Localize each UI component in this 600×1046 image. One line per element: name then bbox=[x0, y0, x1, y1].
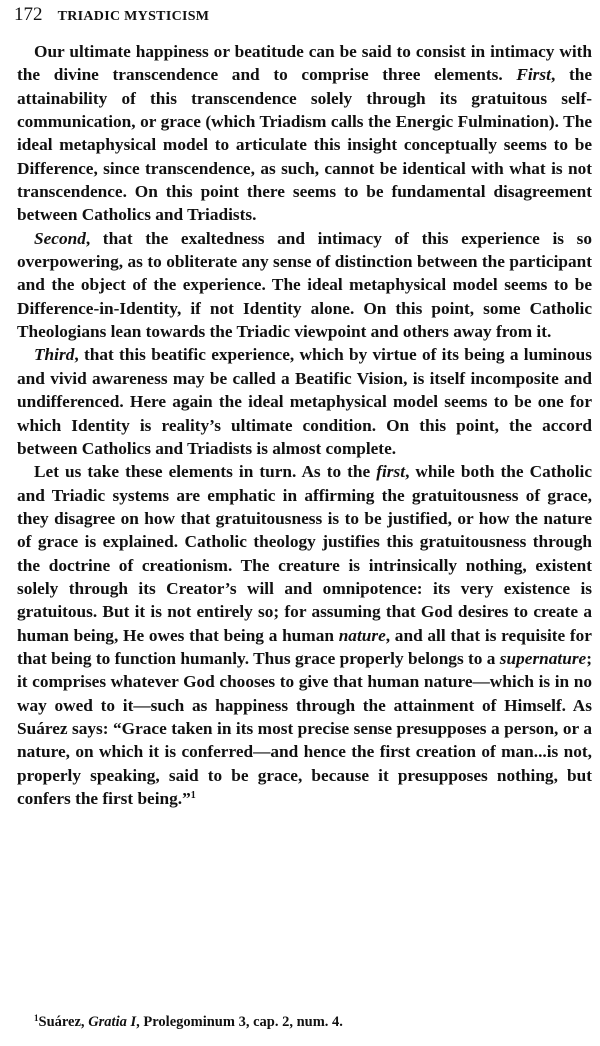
text-run: Our ultimate happiness or beatitude can be said to consist in intimacy with the divine transcendence and to comprise three elements. bbox=[17, 42, 592, 85]
italic-first: first bbox=[376, 462, 406, 482]
text-run: ; it comprises whatever God chooses to give that human nature—which is in no way owed to it—such as happiness through the attainment of Himself. As Suárez says: “Grace taken in its most precise sense presupposes a person, or a nature, on which it is conferred—and hence the first creation of man...is not, properly speaking, said to be grace, because it presupposes nothing, but confers the first being.” bbox=[17, 648, 592, 808]
italic-nature: nature bbox=[338, 625, 386, 645]
footnote-work: Gratia I bbox=[88, 1014, 137, 1030]
paragraph-third-element bbox=[17, 343, 592, 460]
text-run: , that this beatific experience, which by virtue of its being a luminous and vivid awareness may be called a Beatific Vision, is itself incomposite and undifferenced. Here again the ideal metaphysical model seems to be one for which Identity is reality’s ultimate condition. On this point, the accord between Catholics and Triadists is almost complete. bbox=[17, 345, 592, 458]
italic-third: Third bbox=[34, 345, 75, 365]
paragraph-elements-in-turn bbox=[17, 460, 592, 810]
page-number: 172 bbox=[14, 4, 43, 25]
footnote-reference[interactable]: 1 bbox=[190, 790, 196, 801]
footnote-author: Suárez, bbox=[38, 1014, 89, 1030]
footnote-marker: 1 bbox=[34, 1013, 39, 1023]
italic-supernature: supernature bbox=[499, 648, 587, 668]
text-run: , and all that is requisite for that being to function humanly. Thus grace properly belongs to a bbox=[17, 625, 592, 668]
italic-second: Second bbox=[34, 228, 86, 248]
text-run: , while both the Catholic and Triadic systems are emphatic in affirming the gratuitousness of grace, they disagree on how that gratuitousness is to be justified, or how the nature of grace is explained. Catholic theology justifies this gratuitousness through the doctrine of creationism. The creature is intrinsically nothing, existent solely through its Creator’s will and omnipotence: its very existence is gratuitous. But it is not entirely so; for assuming that God desires to create a human being, He owes that being a human bbox=[17, 462, 592, 645]
footnote bbox=[34, 1014, 594, 1031]
text-run: Let us take these elements in turn. As to the bbox=[34, 462, 377, 482]
text-run: , that the exaltedness and intimacy of this experience is so overpowering, as to obliterate any sense of distinction between the participant and the object of the experience. The ideal metaphysical model seems to be Difference-in-Identity, if not Identity alone. On this point, some Catholic Theologians lean towards the Triadic viewpoint and others away from it. bbox=[17, 228, 592, 342]
body-text bbox=[17, 40, 592, 810]
running-title: TRIADIC MYSTICISM bbox=[57, 9, 210, 24]
paragraph-second-element bbox=[17, 227, 592, 344]
footnote-citation: , Prolegominum 3, cap. 2, num. 4. bbox=[136, 1014, 343, 1030]
italic-first: First bbox=[516, 65, 551, 85]
paragraph-first-element bbox=[17, 40, 592, 227]
page-header bbox=[14, 4, 584, 30]
text-run: , the attainability of this transcendence solely through its gratuitous self-communication, or grace (which Triadism calls the Energic Fulmination). The ideal metaphysical model to articulate this insight conceptually seems to be Difference, since transcendence, as such, cannot be identical with what is not transcendence. On this point there seems to be fundamental disagreement between Catholics and Triadists. bbox=[17, 65, 592, 225]
